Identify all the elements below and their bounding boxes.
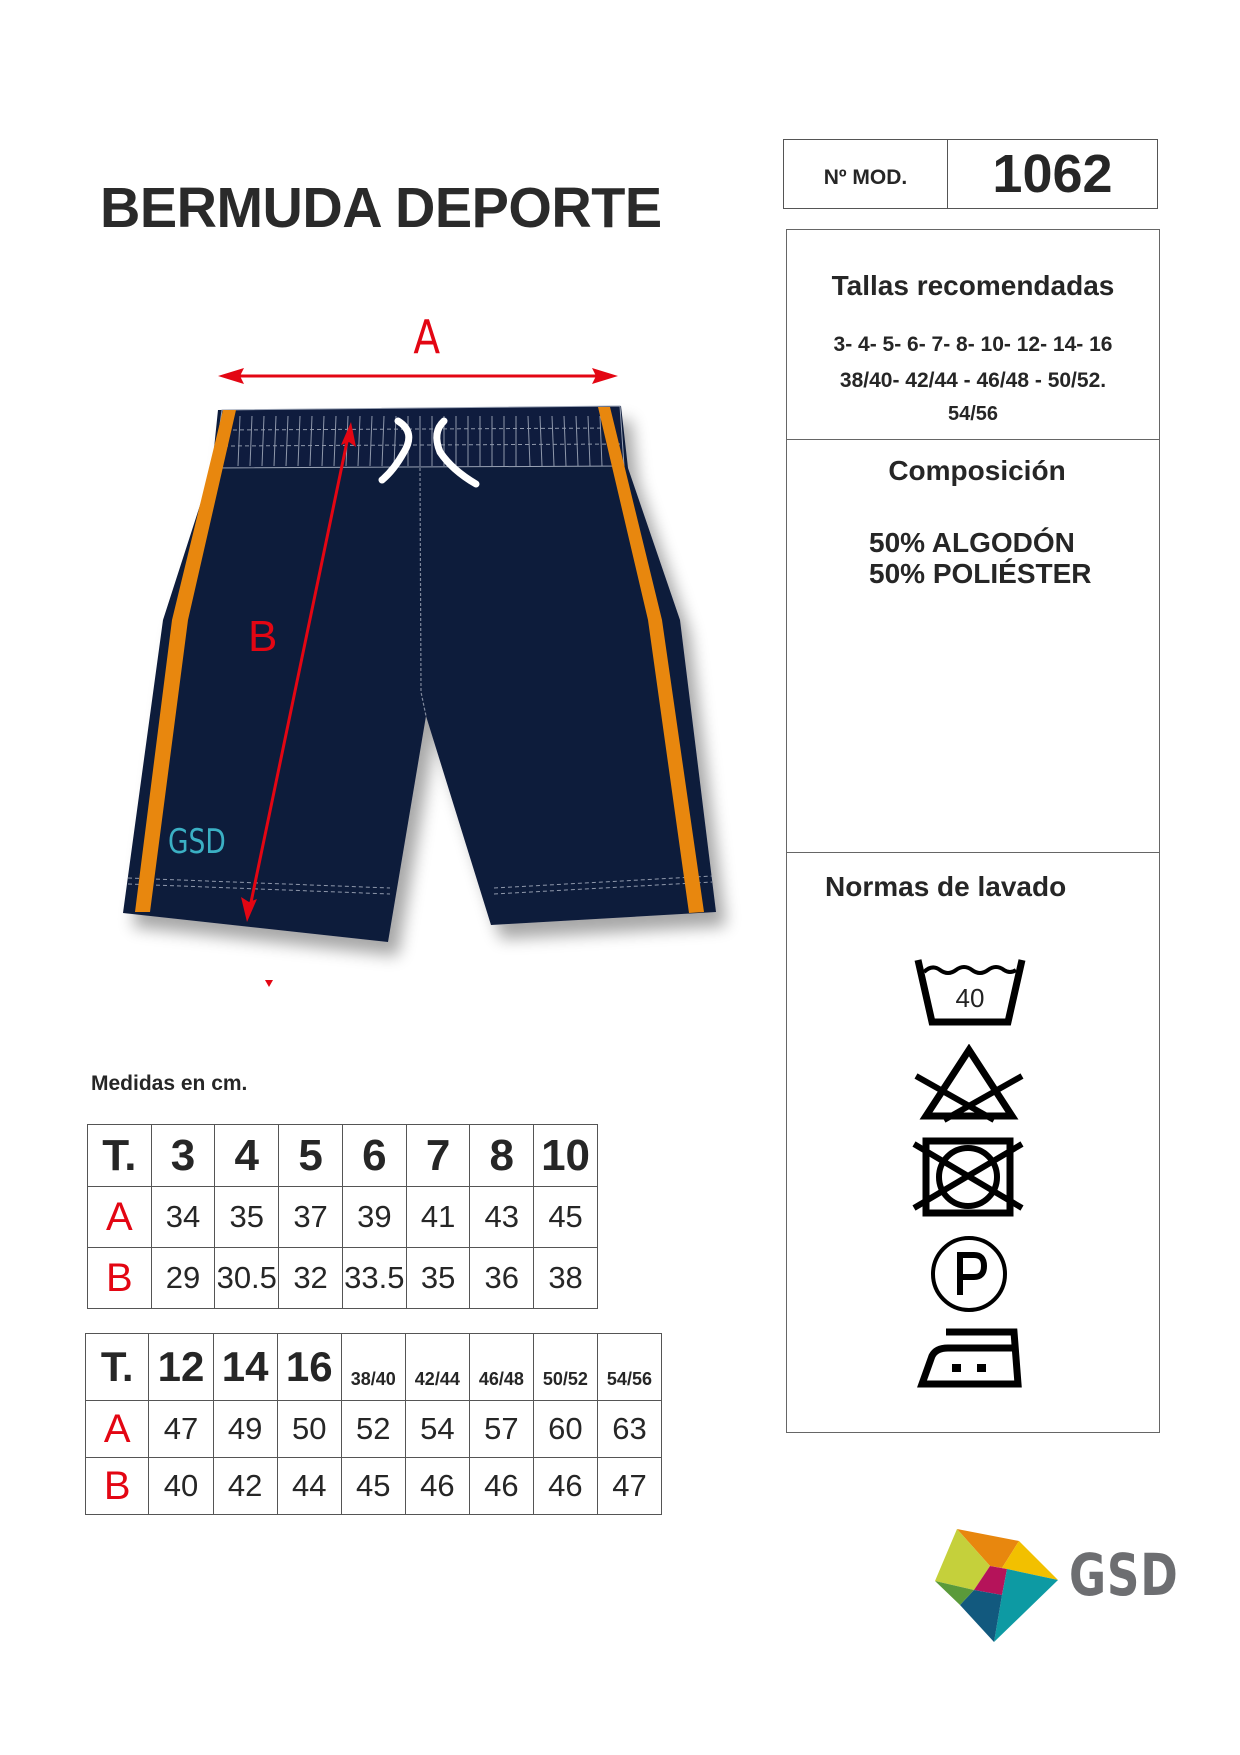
page-title: BERMUDA DEPORTE [100, 176, 662, 240]
value-cell: 33.5 [342, 1248, 406, 1309]
wash-40-icon [910, 950, 1030, 1030]
svg-text:40: 40 [955, 983, 985, 1013]
size-cell: 3 [151, 1125, 215, 1187]
recommended-sizes-title: Tallas recomendadas [831, 270, 1115, 301]
value-cell: 44 [277, 1458, 341, 1515]
measure-a-label: A [413, 310, 441, 364]
size-cell: 14 [213, 1334, 277, 1401]
row-label-a: A [86, 1401, 149, 1458]
value-cell: 34 [151, 1187, 215, 1248]
row-label-b: B [86, 1458, 149, 1515]
value-cell: 42 [213, 1458, 277, 1515]
size-table-1 [87, 1124, 598, 1309]
value-cell: 45 [341, 1458, 405, 1515]
size-cell: 16 [277, 1334, 341, 1401]
no-tumble-dry-icon [912, 1136, 1024, 1218]
value-cell: 54 [405, 1401, 469, 1458]
measurements-unit-label: Medidas en cm. [91, 1072, 248, 1095]
composition-line-2: 50% POLIÉSTER [869, 558, 1092, 589]
value-cell: 30.5 [215, 1248, 279, 1309]
shorts-diagram [0, 0, 780, 1010]
row-label-a: A [88, 1187, 152, 1248]
measure-b-label: B [248, 612, 278, 661]
size-cell: 7 [406, 1125, 470, 1187]
value-cell: 46 [533, 1458, 597, 1515]
value-cell: 32 [279, 1248, 343, 1309]
dry-clean-p-icon [928, 1233, 1010, 1315]
value-cell: 46 [469, 1458, 533, 1515]
gsd-logo-text: GSD [1069, 1541, 1179, 1609]
composition-section [787, 440, 1159, 853]
row-label-b: B [88, 1248, 152, 1309]
size-cell: 54/56 [597, 1334, 661, 1401]
measure-a-arrow [218, 368, 618, 384]
garment-logo-text: GSD [168, 822, 226, 862]
table-row-sizes [86, 1334, 662, 1401]
size-cell: 42/44 [405, 1334, 469, 1401]
size-cell: 5 [279, 1125, 343, 1187]
size-cell: 12 [149, 1334, 213, 1401]
size-header: T. [88, 1125, 152, 1187]
table-row-a [86, 1401, 662, 1458]
value-cell: 49 [213, 1401, 277, 1458]
value-cell: 39 [342, 1187, 406, 1248]
size-cell: 10 [534, 1125, 598, 1187]
size-cell: 38/40 [341, 1334, 405, 1401]
table-row-a [88, 1187, 598, 1248]
value-cell: 35 [406, 1248, 470, 1309]
value-cell: 41 [406, 1187, 470, 1248]
table-row-b [88, 1248, 598, 1309]
size-cell: 4 [215, 1125, 279, 1187]
value-cell: 52 [341, 1401, 405, 1458]
table-row-sizes [88, 1125, 598, 1187]
value-cell: 40 [149, 1458, 213, 1515]
care-title: Normas de lavado [825, 871, 1067, 902]
value-cell: 43 [470, 1187, 534, 1248]
composition-line-1: 50% ALGODÓN [869, 527, 1075, 558]
gsd-logo-mark [930, 1525, 1065, 1650]
size-cell: 46/48 [469, 1334, 533, 1401]
value-cell: 29 [151, 1248, 215, 1309]
model-number: 1062 [992, 144, 1113, 204]
value-cell: 47 [597, 1458, 661, 1515]
size-table-2 [85, 1333, 662, 1515]
red-mark [265, 980, 273, 987]
size-header: T. [86, 1334, 149, 1401]
value-cell: 38 [534, 1248, 598, 1309]
value-cell: 60 [533, 1401, 597, 1458]
model-label: Nº MOD. [784, 140, 948, 208]
sizes-line-3: 54/56 [947, 403, 999, 425]
model-number-box [783, 139, 1158, 209]
size-cell: 50/52 [533, 1334, 597, 1401]
size-cell: 8 [470, 1125, 534, 1187]
iron-medium-icon [916, 1326, 1022, 1388]
value-cell: 63 [597, 1401, 661, 1458]
value-cell: 37 [279, 1187, 343, 1248]
value-cell: 35 [215, 1187, 279, 1248]
value-cell: 57 [469, 1401, 533, 1458]
value-cell: 50 [277, 1401, 341, 1458]
value-cell: 47 [149, 1401, 213, 1458]
table-row-b [86, 1458, 662, 1515]
value-cell: 45 [534, 1187, 598, 1248]
sizes-line-1: 3- 4- 5- 6- 7- 8- 10- 12- 14- 16 [833, 333, 1113, 356]
value-cell: 36 [470, 1248, 534, 1309]
value-cell: 46 [405, 1458, 469, 1515]
no-bleach-icon [912, 1044, 1026, 1124]
recommended-sizes-section [787, 230, 1159, 440]
composition-title: Composición [888, 455, 1066, 486]
sizes-line-2: 38/40- 42/44 - 46/48 - 50/52. [839, 369, 1107, 392]
size-cell: 6 [342, 1125, 406, 1187]
